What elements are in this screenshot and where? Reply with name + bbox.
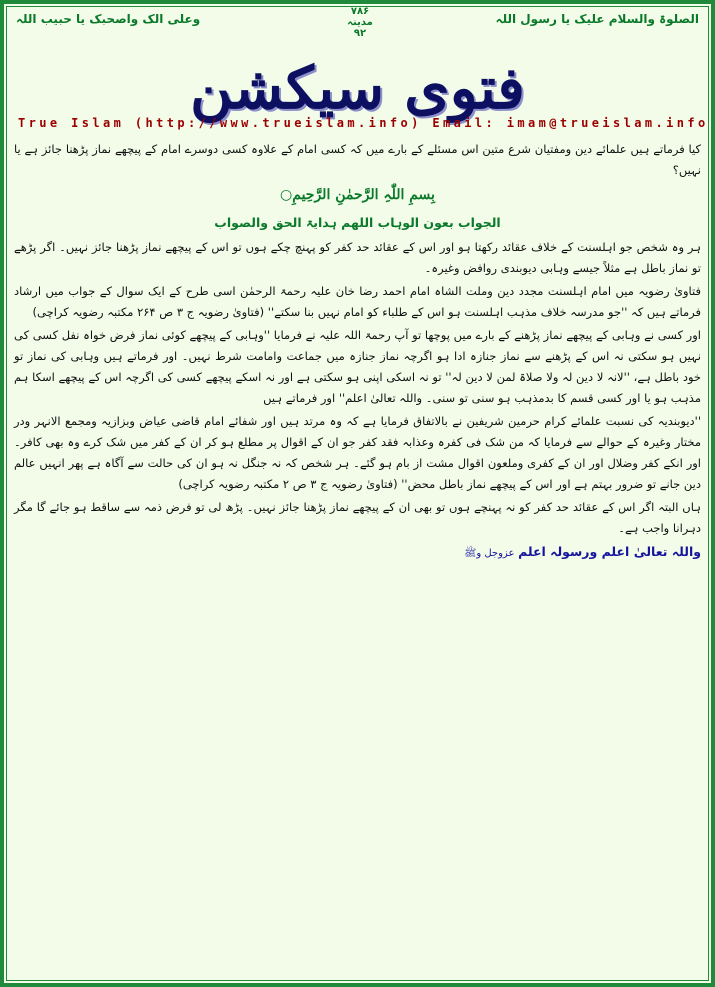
answer-heading: الجواب بعون الوہاب اللھم ہدایۃ الحق والصواب: [214, 215, 501, 230]
header-786: ۷۸۶: [350, 6, 370, 17]
question-text: کیا فرماتے ہیں علمائے دین ومفتیان شرع متین اس مسئلے کے بارے میں کہ کسی امام کے علاوہ کسی دوسرے امام کے پیچھے نماز پڑھنا جائز ہے یا نہیں؟: [14, 142, 701, 177]
honorific-seal: عزوجل وﷺ: [464, 548, 515, 559]
header-92: ۹۲: [353, 28, 367, 39]
page-title: فتوی سیکشن: [190, 54, 525, 122]
closing-text: واللہ تعالیٰ اعلم ورسولہ اعلم: [518, 544, 701, 559]
answer-paragraph-1: ہر وہ شخص جو اہلسنت کے خلاف عقائد رکھتا ہو اور اس کے عقائد حد کفر کو پہنچ چکے ہوں تو اس کے پیچھے نماز پڑھنا جائز نہیں۔ اگر پڑھے تو نماز باطل ہے مثلاً جیسے وہابی دیوبندی روافض وغیرہ۔: [14, 240, 701, 275]
header-786-madina: [340, 6, 380, 39]
answer-paragraph-3: اور کسی نے وہابی کے پیچھے نماز پڑھنے کے بارے میں پوچھا تو آپ رحمۃ اللہ علیہ نے فرمایا ''وہابی کے پیچھے کوئی نماز فرض خواہ نفل کسی کی نہیں ہو سکتی نہ اس کے پڑھنے سے نماز جنازہ ادا ہو اگرچہ نماز جنازہ میں جماعت وامامت شرط نہیں۔ اور فرماتے ہیں وہابی کی نماز تو خود باطل ہے، ''لانہ لا دین لہ ولا صلاۃ لمن لا دین لہ'' تو نہ اسکی اپنی ہو سکتی ہے اور نہ اسکے پیچھے کسی کی اگرچہ اس کے پیچھے اسکا ہم مذہب ہو یا اور کسی قسم کا بدمذہب ہو سنی تو سنی۔ واللہ تعالیٰ اعلم'' اور فرماتے ہیں: [14, 328, 701, 405]
header-salutation-right: الصلوۃ والسلام علیک یا رسول اللہ: [495, 12, 699, 26]
site-contact-line: True Islam (http://www.trueislam.info) Email: imam@trueislam.info: [18, 116, 709, 130]
paragraph-2-text: فتاویٰ رضویہ میں امام اہلسنت مجدد دین وملت الشاہ امام احمد رضا خان علیہ رحمۃ الرحمٰن اسی طرح کے ایک سوال کے جواب میں ارشاد فرماتے ہیں کہ ''جو مدرسہ خلاف مذہب اہلسنت ہو اس کے طلباء کو امام نہیں بنا سکتے'': [14, 284, 701, 319]
title-banner: [4, 54, 711, 122]
reference-2: (فتاویٰ رضویہ ج ۳ ص ۲ مکتبہ رضویہ کراچی): [178, 477, 398, 491]
answer-paragraph-4: [14, 411, 701, 495]
header-madina: مدینہ: [347, 17, 373, 28]
fatwa-body: [14, 139, 701, 566]
header-salutation-left: وعلی الک واصحبک یا حبیب اللہ: [16, 12, 201, 26]
bismillah: بِسمِ اللّٰہِ الرَّحمٰنِ الرَّحِیمِ○: [280, 187, 435, 203]
closing-line: [14, 541, 701, 564]
answer-paragraph-2: [14, 281, 701, 323]
paragraph-4-text: ''دیوبندیہ کی نسبت علمائے کرام حرمین شریفین نے بالاتفاق فرمایا ہے کہ وہ مرتد ہیں اور شفائے امام قاضی عیاض وبزازیہ ومجمع الانہر ودر مختار وغیرہ کے حوالے سے فرمایا کہ من شک فی کفرہ وعذابہ فقد کفر جو ان کے اقوال پر مطلع ہو کر ان کے کفر میں شک کرے وہ بھی کافر۔ اور انکے کفر وضلال اور ان کے کفری وملعون اقوال مشت از بام ہو گئے۔ ہر شخص کہ نہ جنگل نہ ہو ان کی حالت سے آگاہ ہے پھر انہیں عالم دین جانے تو ضرور بہتم ہے اور اس کے پیچھے نماز باطل محض'': [14, 414, 701, 491]
answer-paragraph-5: ہاں البتہ اگر اس کے عقائد حد کفر کو نہ پہنچے ہوں تو بھی ان کے پیچھے نماز پڑھنا جائز نہیں۔ پڑھ لی تو فرض ذمہ سے ساقط ہو جائے گا مگر دہرانا واجب ہے۔: [14, 500, 701, 535]
reference-1: (فتاویٰ رضویہ ج ۳ ص ۲۶۴ مکتبہ رضویہ کراچی): [32, 305, 265, 319]
